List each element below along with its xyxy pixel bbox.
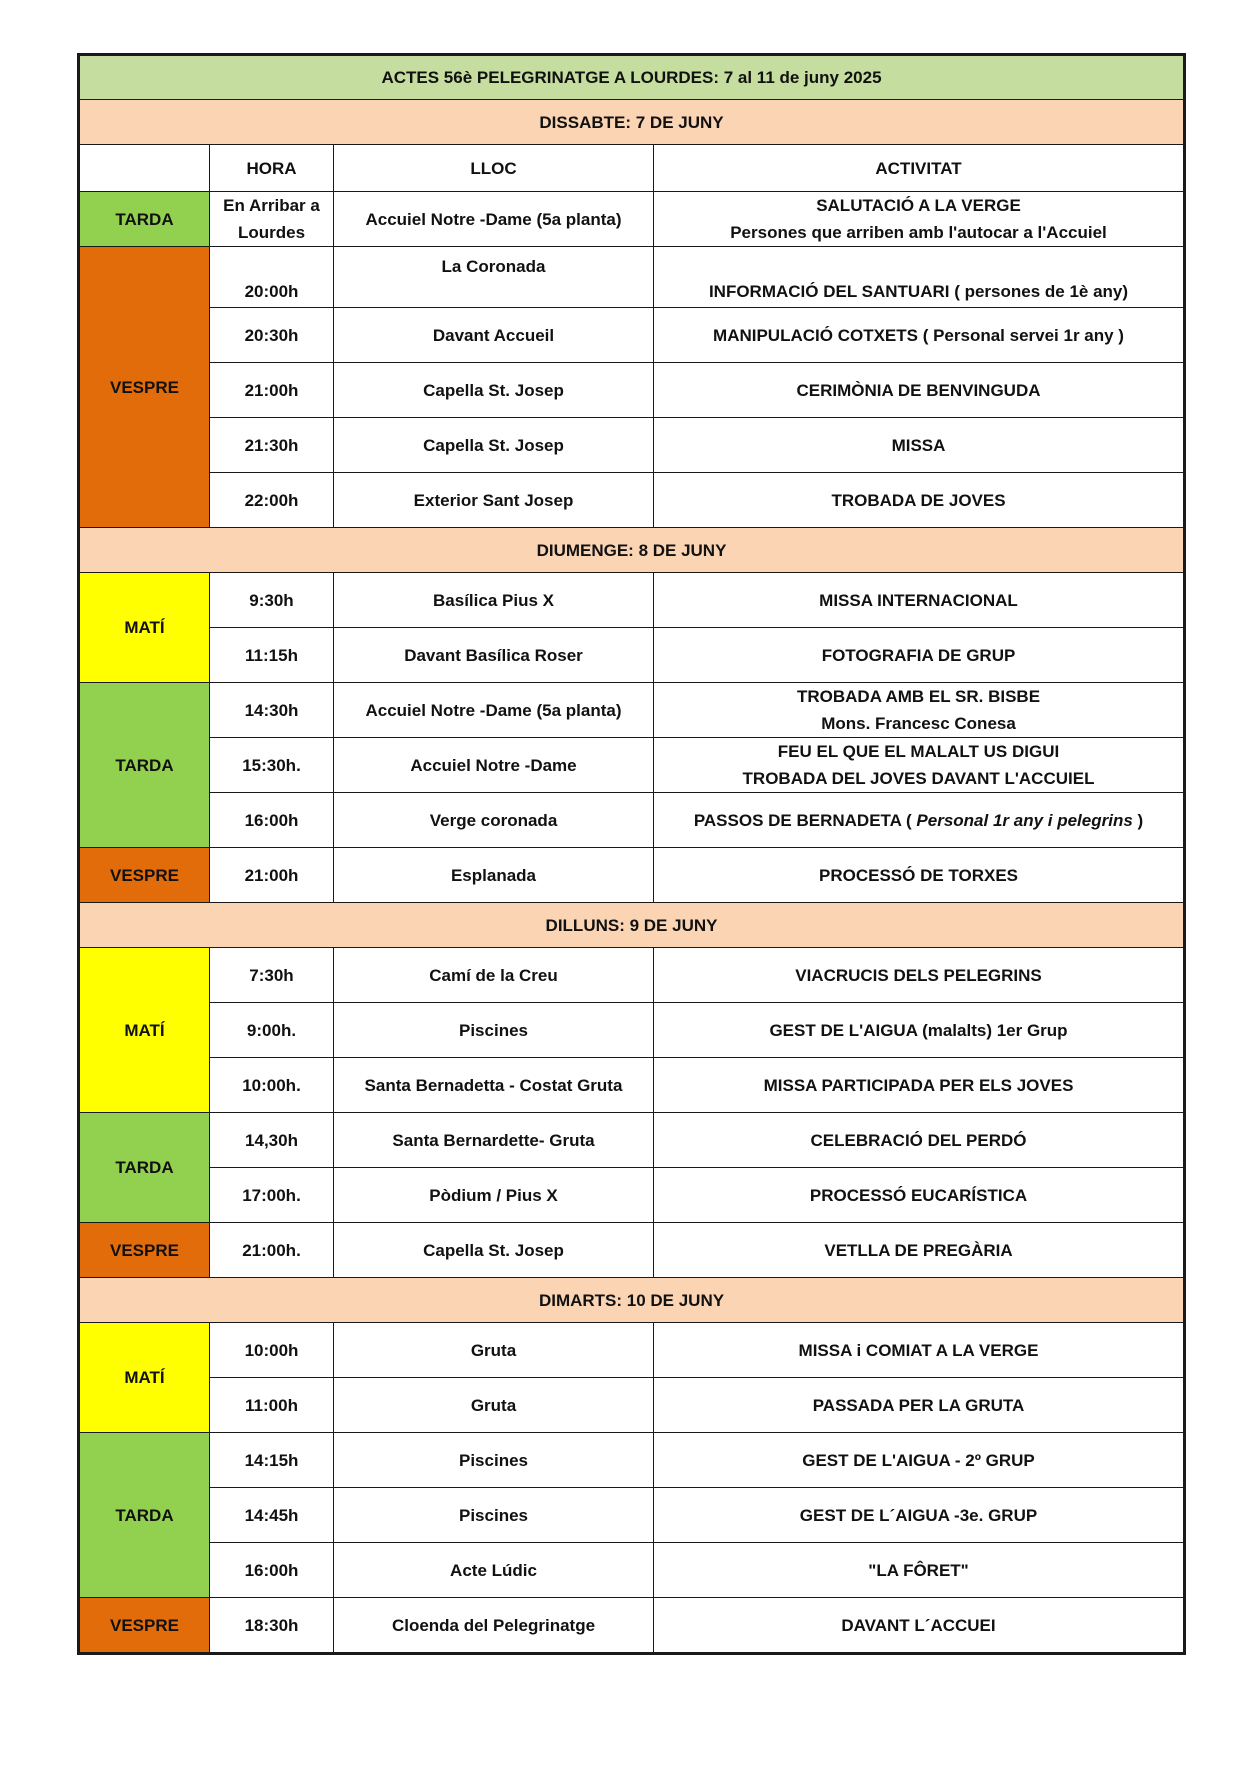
schedule-row: [79, 308, 1185, 363]
hora-cell: 17:00h.: [210, 1168, 334, 1223]
activitat-cell: GEST DE L´AIGUA -3e. GRUP: [654, 1488, 1185, 1543]
activitat-cell: "LA FÔRET": [654, 1543, 1185, 1598]
schedule-row: [79, 247, 1185, 308]
hora-cell: 18:30h: [210, 1598, 334, 1654]
schedule-row: [79, 1168, 1185, 1223]
activitat-cell: MISSA PARTICIPADA PER ELS JOVES: [654, 1058, 1185, 1113]
period-tarda: TARDA: [79, 192, 210, 247]
activitat-cell: MISSA INTERNACIONAL: [654, 573, 1185, 628]
activitat-cell: FEU EL QUE EL MALALT US DIGUI TROBADA DEL JOVES DAVANT L'ACCUIEL: [654, 738, 1185, 793]
day-title: DISSABTE: 7 DE JUNY: [79, 100, 1185, 145]
schedule-row: [79, 1113, 1185, 1168]
period-mati: MATÍ: [79, 1323, 210, 1433]
lloc-cell: Davant Basílica Roser: [334, 628, 654, 683]
activitat-cell: CERIMÒNIA DE BENVINGUDA: [654, 363, 1185, 418]
schedule-row: [79, 363, 1185, 418]
column-header-row: [79, 145, 1185, 192]
activitat-cell: GEST DE L'AIGUA (malalts) 1er Grup: [654, 1003, 1185, 1058]
lloc-cell: Piscines: [334, 1003, 654, 1058]
schedule-row: [79, 948, 1185, 1003]
hora-cell: 21:00h: [210, 363, 334, 418]
activitat-cell: PASSADA PER LA GRUTA: [654, 1378, 1185, 1433]
hora-cell: 21:00h.: [210, 1223, 334, 1278]
schedule-table: [77, 53, 1186, 1655]
day-header-row: [79, 100, 1185, 145]
lloc-cell: Basílica Pius X: [334, 573, 654, 628]
day-title: DILLUNS: 9 DE JUNY: [79, 903, 1185, 948]
activitat-cell: PASSOS DE BERNADETA ( Personal 1r any i pelegrins ): [654, 793, 1185, 848]
activitat-cell: INFORMACIÓ DEL SANTUARI ( persones de 1è any): [654, 247, 1185, 308]
header-hora: HORA: [210, 145, 334, 192]
activitat-cell: PROCESSÓ DE TORXES: [654, 848, 1185, 903]
hora-cell: 15:30h.: [210, 738, 334, 793]
activitat-cell: TROBADA DE JOVES: [654, 473, 1185, 528]
schedule-row: [79, 738, 1185, 793]
activitat-cell: GEST DE L'AIGUA - 2º GRUP: [654, 1433, 1185, 1488]
hora-cell: 21:00h: [210, 848, 334, 903]
lloc-cell: Piscines: [334, 1488, 654, 1543]
period-tarda: TARDA: [79, 1113, 210, 1223]
schedule-row: [79, 1378, 1185, 1433]
lloc-cell: Davant Accueil: [334, 308, 654, 363]
period-vespre: VESPRE: [79, 1223, 210, 1278]
schedule-row: [79, 473, 1185, 528]
activitat-cell: MANIPULACIÓ COTXETS ( Personal servei 1r any ): [654, 308, 1185, 363]
schedule-row: [79, 848, 1185, 903]
document-title: ACTES 56è PELEGRINATGE A LOURDES: 7 al 11 de juny 2025: [79, 55, 1185, 100]
lloc-cell: Capella St. Josep: [334, 363, 654, 418]
lloc-cell: Acte Lúdic: [334, 1543, 654, 1598]
period-vespre: VESPRE: [79, 848, 210, 903]
lloc-cell: Santa Bernadetta - Costat Gruta: [334, 1058, 654, 1113]
day-header-row: [79, 528, 1185, 573]
lloc-cell: Accuiel Notre -Dame (5a planta): [334, 683, 654, 738]
day-header-row: [79, 1278, 1185, 1323]
schedule-row: [79, 1058, 1185, 1113]
period-tarda: TARDA: [79, 683, 210, 848]
hora-cell: 14:45h: [210, 1488, 334, 1543]
day-title: DIMARTS: 10 DE JUNY: [79, 1278, 1185, 1323]
hora-cell: En Arribar a Lourdes: [210, 192, 334, 247]
day-title: DIUMENGE: 8 DE JUNY: [79, 528, 1185, 573]
schedule-row: [79, 1433, 1185, 1488]
period-vespre: VESPRE: [79, 1598, 210, 1654]
schedule-row: [79, 1543, 1185, 1598]
schedule-row: [79, 1003, 1185, 1058]
schedule-row: [79, 573, 1185, 628]
schedule-row: [79, 1223, 1185, 1278]
schedule-row: [79, 1598, 1185, 1654]
hora-cell: 11:00h: [210, 1378, 334, 1433]
schedule-row: [79, 1488, 1185, 1543]
lloc-cell: Accuiel Notre -Dame (5a planta): [334, 192, 654, 247]
schedule-row: [79, 192, 1185, 247]
schedule-row: [79, 793, 1185, 848]
lloc-cell: Gruta: [334, 1323, 654, 1378]
activitat-cell: MISSA: [654, 418, 1185, 473]
period-tarda: TARDA: [79, 1433, 210, 1598]
activitat-cell: VETLLA DE PREGÀRIA: [654, 1223, 1185, 1278]
hora-cell: 20:00h: [210, 247, 334, 308]
day-header-row: [79, 903, 1185, 948]
lloc-cell: Capella St. Josep: [334, 1223, 654, 1278]
hora-cell: 16:00h: [210, 793, 334, 848]
activitat-cell: CELEBRACIÓ DEL PERDÓ: [654, 1113, 1185, 1168]
hora-cell: 9:30h: [210, 573, 334, 628]
hora-cell: 10:00h.: [210, 1058, 334, 1113]
hora-cell: 9:00h.: [210, 1003, 334, 1058]
lloc-cell: La Coronada: [334, 247, 654, 308]
header-activitat: ACTIVITAT: [654, 145, 1185, 192]
lloc-cell: Camí de la Creu: [334, 948, 654, 1003]
hora-cell: 10:00h: [210, 1323, 334, 1378]
activitat-cell: TROBADA AMB EL SR. BISBE Mons. Francesc Conesa: [654, 683, 1185, 738]
schedule-row: [79, 683, 1185, 738]
hora-cell: 14:15h: [210, 1433, 334, 1488]
lloc-cell: Gruta: [334, 1378, 654, 1433]
lloc-cell: Capella St. Josep: [334, 418, 654, 473]
activitat-cell: VIACRUCIS DELS PELEGRINS: [654, 948, 1185, 1003]
activitat-cell: PROCESSÓ EUCARÍSTICA: [654, 1168, 1185, 1223]
schedule-row: [79, 1323, 1185, 1378]
lloc-cell: Exterior Sant Josep: [334, 473, 654, 528]
hora-cell: 21:30h: [210, 418, 334, 473]
hora-cell: 14,30h: [210, 1113, 334, 1168]
activitat-cell: DAVANT L´ACCUEI: [654, 1598, 1185, 1654]
lloc-cell: Pòdium / Pius X: [334, 1168, 654, 1223]
hora-cell: 7:30h: [210, 948, 334, 1003]
schedule-row: [79, 628, 1185, 683]
lloc-cell: Verge coronada: [334, 793, 654, 848]
lloc-cell: Esplanada: [334, 848, 654, 903]
lloc-cell: Accuiel Notre -Dame: [334, 738, 654, 793]
hora-cell: 22:00h: [210, 473, 334, 528]
activitat-cell: MISSA i COMIAT A LA VERGE: [654, 1323, 1185, 1378]
activitat-italic-note: Personal 1r any i pelegrins: [916, 810, 1133, 830]
header-lloc: LLOC: [334, 145, 654, 192]
period-mati: MATÍ: [79, 573, 210, 683]
period-vespre: VESPRE: [79, 247, 210, 528]
header-periode: [79, 145, 210, 192]
hora-cell: 20:30h: [210, 308, 334, 363]
hora-cell: 14:30h: [210, 683, 334, 738]
lloc-cell: Santa Bernardette- Gruta: [334, 1113, 654, 1168]
hora-cell: 16:00h: [210, 1543, 334, 1598]
period-mati: MATÍ: [79, 948, 210, 1113]
lloc-cell: Cloenda del Pelegrinatge: [334, 1598, 654, 1654]
schedule-row: [79, 418, 1185, 473]
hora-cell: 11:15h: [210, 628, 334, 683]
activitat-cell: SALUTACIÓ A LA VERGE Persones que arriben amb l'autocar a l'Accuiel: [654, 192, 1185, 247]
activitat-cell: FOTOGRAFIA DE GRUP: [654, 628, 1185, 683]
lloc-cell: Piscines: [334, 1433, 654, 1488]
